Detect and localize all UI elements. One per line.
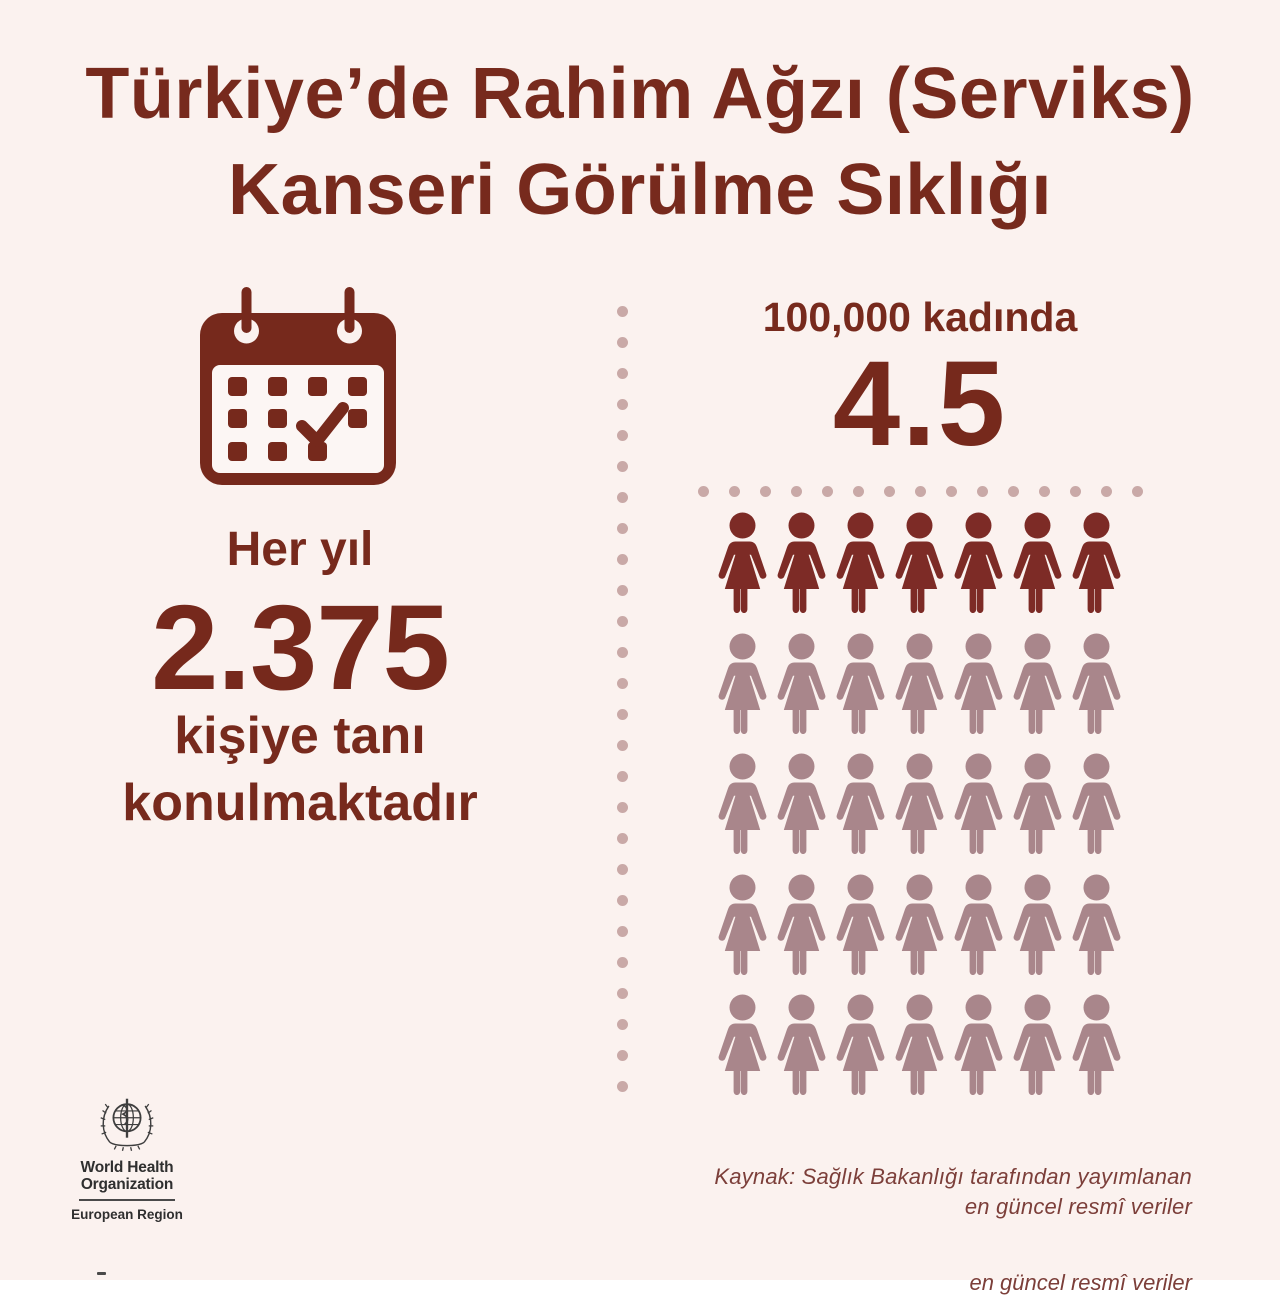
woman-icon [832,633,889,739]
separator-dot [884,486,895,497]
woman-icon [891,994,948,1100]
who-emblem-icon [98,1096,156,1154]
source-note [672,1162,1192,1222]
woman-icon [714,874,771,980]
woman-icon [1068,994,1125,1100]
woman-icon [950,512,1007,618]
who-name [60,1159,194,1193]
separator-dot [617,802,628,813]
separator-dot [617,833,628,844]
separator-dot [1008,486,1019,497]
incidence-label: 100,000 kadında [762,294,1078,340]
separator-dot [946,486,957,497]
who-name-line-2: Organization [80,1176,174,1193]
woman-icon [891,874,948,980]
pictogram-grid [713,512,1126,1115]
separator-dot [617,647,628,658]
source-line-2: en güncel resmî veriler [964,1194,1192,1219]
woman-icon [832,512,889,618]
separator-dot [617,585,628,596]
separator-dot [617,616,628,627]
who-logo [60,1096,194,1222]
woman-icon [1009,753,1066,859]
separator-dot [617,554,628,565]
separator-dot [617,1019,628,1030]
separator-dot [617,709,628,720]
separator-dot [915,486,926,497]
separator-dot [1039,486,1050,497]
woman-icon [714,753,771,859]
woman-icon [950,994,1007,1100]
annual-diagnoses-value: 2.375 [151,579,449,715]
woman-icon [950,633,1007,739]
who-name-line-1: World Health [80,1159,174,1176]
separator-dot [729,486,740,497]
separator-dot [698,486,709,497]
woman-icon [1009,633,1066,739]
separator-dot [617,461,628,472]
separator-dot [617,678,628,689]
separator-dot [791,486,802,497]
separator-dot [822,486,833,497]
woman-icon [950,874,1007,980]
woman-icon [1068,512,1125,618]
page-title [0,46,1280,238]
separator-dot [617,957,628,968]
separator-dot [617,1081,628,1092]
bottom-cutoff-text: en güncel resmî veriler [969,1270,1192,1295]
annual-caption-line-1: kişiye tanı [174,707,426,765]
annual-caption-line-2: konulmaktadır [122,774,478,832]
separator-dot [617,1050,628,1061]
incidence-value: 4.5 [832,335,1008,471]
separator-dot [617,368,628,379]
separator-dot [760,486,771,497]
separator-dot [617,306,628,317]
who-divider [79,1199,175,1201]
annual-caption [25,703,575,837]
separator-dot [617,740,628,751]
title-line-2: Kanseri Görülme Sıklığı [228,150,1052,230]
woman-icon [832,874,889,980]
separator-dot [617,523,628,534]
woman-icon [773,512,830,618]
woman-icon [832,994,889,1100]
woman-icon [714,994,771,1100]
woman-icon [1068,633,1125,739]
woman-icon [714,633,771,739]
separator-dot [617,492,628,503]
separator-dot [1070,486,1081,497]
woman-icon [891,633,948,739]
source-line-1: Kaynak: Sağlık Bakanlığı tarafından yayımlanan [714,1164,1192,1189]
woman-icon [1068,874,1125,980]
woman-icon [773,633,830,739]
woman-icon [1009,512,1066,618]
woman-icon [1068,753,1125,859]
separator-dot [617,399,628,410]
annual-intro-label: Her yıl [226,523,374,576]
woman-icon [773,753,830,859]
separator-dot [617,988,628,999]
separator-dot [1101,486,1112,497]
separator-dot [617,771,628,782]
woman-icon [773,874,830,980]
horizontal-dotted-line [640,486,1200,497]
who-region-label: European Region [71,1206,183,1222]
separator-dot [1132,486,1143,497]
woman-icon [950,753,1007,859]
woman-icon [832,753,889,859]
woman-icon [891,512,948,618]
separator-dot [977,486,988,497]
vertical-dotted-separator [617,306,628,1092]
separator-dot [617,895,628,906]
woman-icon [773,994,830,1100]
woman-icon [1009,874,1066,980]
separator-dot [617,337,628,348]
calendar-check-icon [198,287,398,487]
separator-dot [853,486,864,497]
woman-icon [1009,994,1066,1100]
bottom-cutoff-mark [97,1272,106,1275]
separator-dot [617,926,628,937]
woman-icon [891,753,948,859]
separator-dot [617,864,628,875]
title-line-1: Türkiye’de Rahim Ağzı (Serviks) [85,54,1195,134]
woman-icon [714,512,771,618]
separator-dot [617,430,628,441]
